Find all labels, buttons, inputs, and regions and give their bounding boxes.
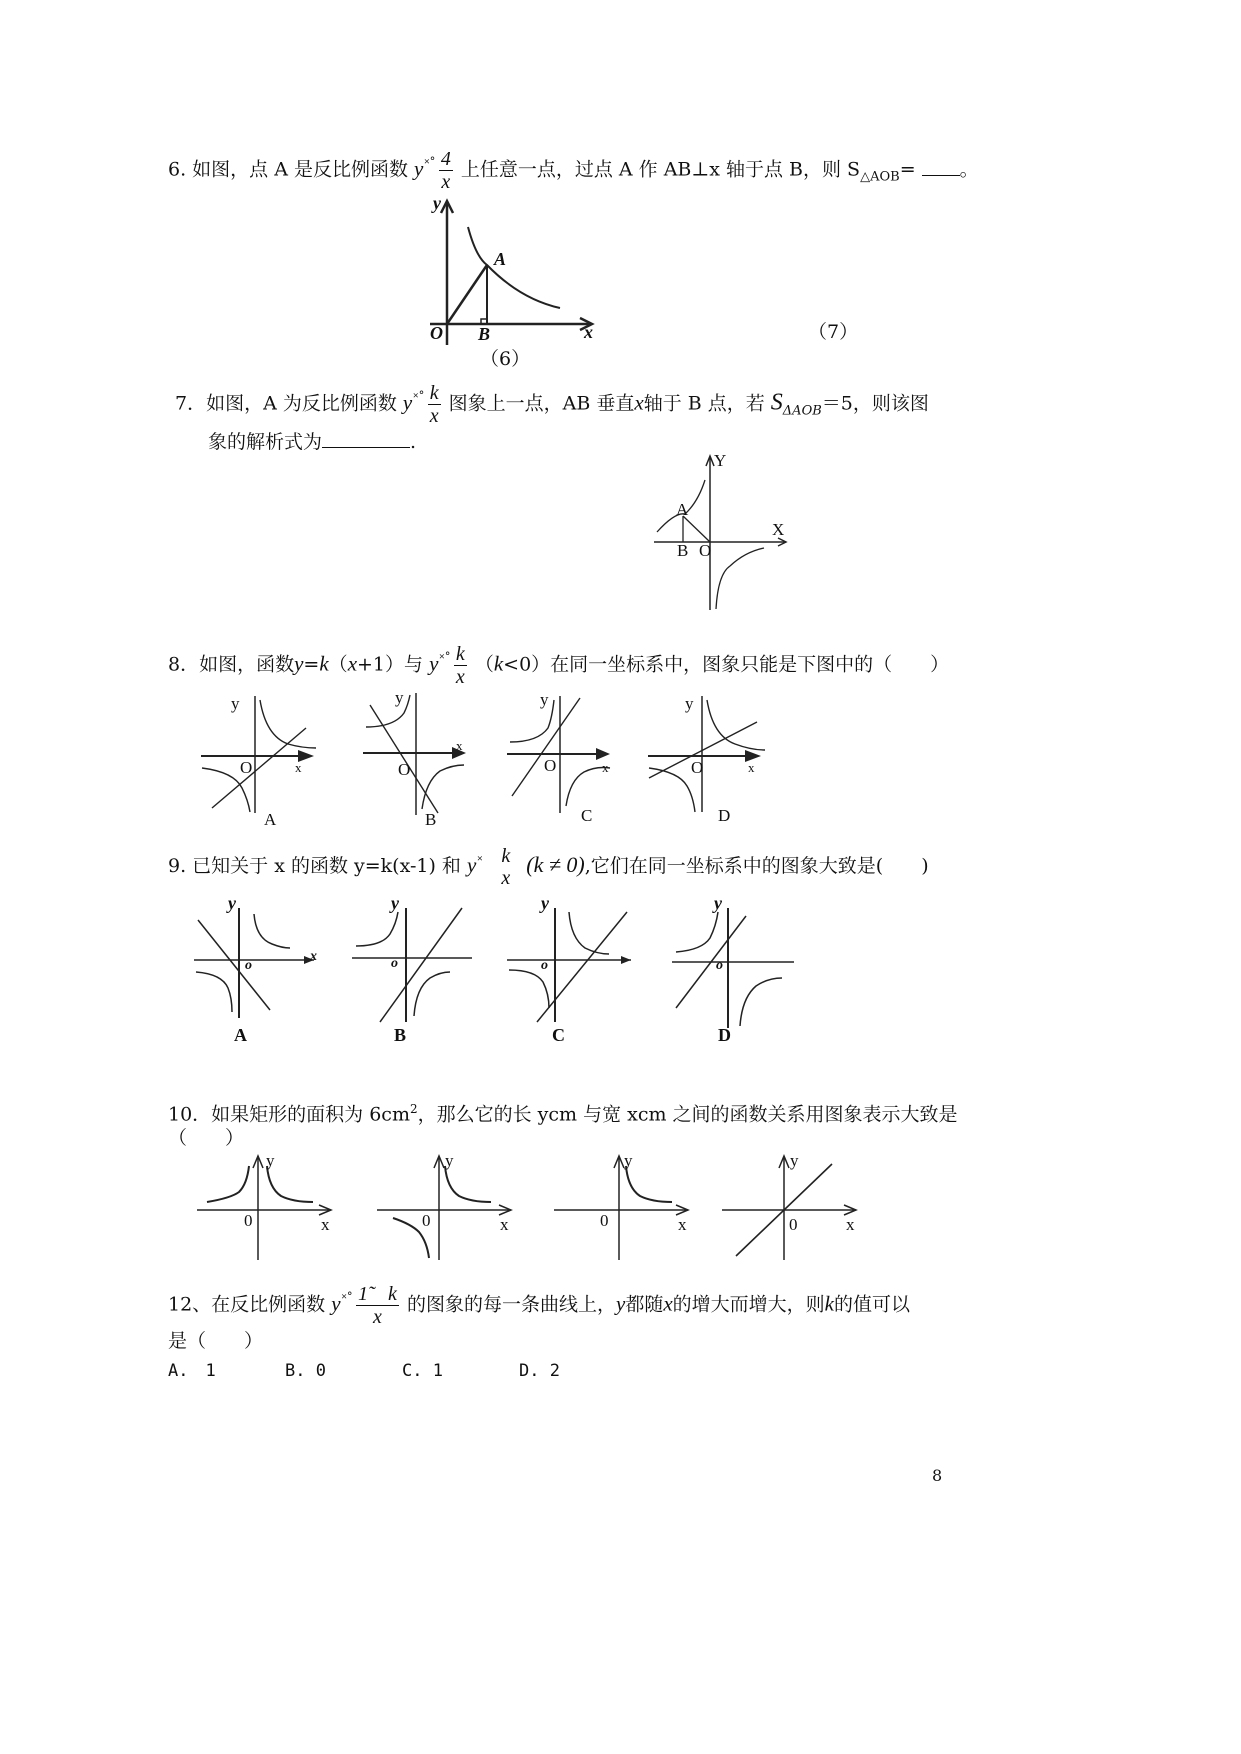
q8-option-b-graph xyxy=(360,685,480,825)
q9-b-o-label: o xyxy=(391,956,398,971)
q9-c-y-label: y xyxy=(541,893,549,913)
q8-option-c-letter: C xyxy=(581,806,593,825)
question-12-line2: 是（ ） xyxy=(168,1330,264,1352)
q9-option-b-letter: B xyxy=(394,1025,407,1045)
q10-1-y-label: y xyxy=(266,1151,275,1170)
q8-a-x-label: x xyxy=(295,760,302,775)
q9-option-d-letter: D xyxy=(718,1025,731,1045)
question-8-text: 8．如图，函数y=k（x+1）与 y˟˚ $\frac{k}{x}$ （k<0）在同一坐标系中，图象只能是下图中的（ ） xyxy=(168,643,950,688)
q12-choice-d: D. 2 xyxy=(519,1361,560,1381)
q9-option-a-graph xyxy=(192,898,322,1023)
q9-b-y-label: y xyxy=(391,893,399,913)
q9-option-c-graph xyxy=(505,898,640,1028)
q7-b-label: B xyxy=(677,541,689,560)
q9-d-y-label: y xyxy=(714,893,722,913)
q6-figure-caption: （6） xyxy=(480,348,531,370)
q8-d-y-label: y xyxy=(685,694,694,713)
q9-option-d-graph xyxy=(670,898,800,1033)
q6-o-label: O xyxy=(430,323,443,343)
q7-y-label: Y xyxy=(714,451,727,470)
question-6-text: 6. 如图，点 A 是反比例函数 y˟˚ $\frac{4}{x}$ 上任意一点，过点 A 作 AB⊥x 轴于点 B，则 $S_{\triangle AOB}=$ 。 xyxy=(168,148,979,193)
q8-b-y-label: y xyxy=(395,688,404,707)
q8-c-y-label: y xyxy=(540,690,549,709)
q8-b-x-label: x xyxy=(456,738,463,753)
q6-figure xyxy=(420,195,610,355)
q7-x-label: X xyxy=(772,520,785,539)
q10-3-y-label: y xyxy=(624,1151,633,1170)
q8-c-x-label: x xyxy=(602,760,609,775)
q8-option-d-graph xyxy=(645,688,775,818)
q7-o-label: O xyxy=(699,541,712,560)
q10-3-o-label: 0 xyxy=(600,1211,609,1230)
q10-3-x-label: x xyxy=(678,1215,687,1234)
question-7-text: 7．如图，A 为反比例函数 y˟˚ $\frac{k}{x}$ 图象上一点，AB 垂直x轴于 B 点，若 $S_{\Delta AOB}=5$，则该图 xyxy=(175,382,929,427)
q8-a-o-label: O xyxy=(240,758,253,777)
q12-choice-b: B. 0 xyxy=(285,1361,326,1381)
q6-y-label: y xyxy=(433,193,441,213)
q8-option-a-letter: A xyxy=(264,810,277,829)
q12-choice-a: A. 1 xyxy=(168,1361,216,1381)
q9-a-y-label: y xyxy=(228,893,236,913)
q9-option-a-letter: A xyxy=(234,1025,247,1045)
q10-2-y-label: y xyxy=(445,1151,454,1170)
q6-b-label: B xyxy=(478,324,491,344)
q12-choice-c: C. 1 xyxy=(402,1361,443,1381)
q9-a-o-label: o xyxy=(245,958,252,973)
q8-d-o-label: O xyxy=(691,758,704,777)
q8-c-o-label: O xyxy=(544,756,557,775)
q8-a-y-label: y xyxy=(231,694,240,713)
q10-4-o-label: 0 xyxy=(789,1215,798,1234)
page-number: 8 xyxy=(932,1466,943,1485)
question-9-text: 9. 已知关于 x 的函数 y=k(x-1) 和 y˟ k x (k ≠ 0),它们在同一坐标系中的图象大致是( ) xyxy=(168,845,929,889)
q9-option-c-letter: C xyxy=(552,1025,565,1045)
q8-option-b-letter: B xyxy=(425,810,437,829)
q9-option-b-graph xyxy=(350,898,480,1028)
q10-1-x-label: x xyxy=(321,1215,330,1234)
q10-4-x-label: x xyxy=(846,1215,855,1234)
question-7-line2: 象的解析式为 . xyxy=(208,431,417,453)
q10-2-o-label: 0 xyxy=(422,1211,431,1230)
q8-b-o-label: O xyxy=(398,760,411,779)
q10-4-y-label: y xyxy=(790,1151,799,1170)
question-12-text: 12、在反比例函数 y˟˚ $\frac{1̃ k}{x}$ 的图象的每一条曲线上，y都随x的增大而增大，则k的值可以 xyxy=(168,1283,911,1328)
q7-figure-tag: （7） xyxy=(808,321,859,343)
q8-option-d-letter: D xyxy=(718,806,731,825)
q8-option-a-graph xyxy=(198,688,333,818)
q9-c-o-label: o xyxy=(541,958,548,973)
question-10-text: 10．如果矩形的面积为 $6cm^2$，那么它的长 ycm 与宽 xcm 之间的函数关系用图象表示大致是 xyxy=(168,1102,958,1126)
q9-d-o-label: o xyxy=(716,958,723,973)
q6-x-label: x xyxy=(584,322,593,342)
q10-1-o-label: 0 xyxy=(244,1211,253,1230)
q8-d-x-label: x xyxy=(748,760,755,775)
q8-option-c-graph xyxy=(504,688,624,818)
question-10-line2: （ ） xyxy=(168,1127,245,1149)
q10-2-x-label: x xyxy=(500,1215,509,1234)
q9-a-x-label: x xyxy=(310,949,317,964)
q6-a-label: A xyxy=(494,249,507,269)
q7-a-label: A xyxy=(676,500,689,519)
